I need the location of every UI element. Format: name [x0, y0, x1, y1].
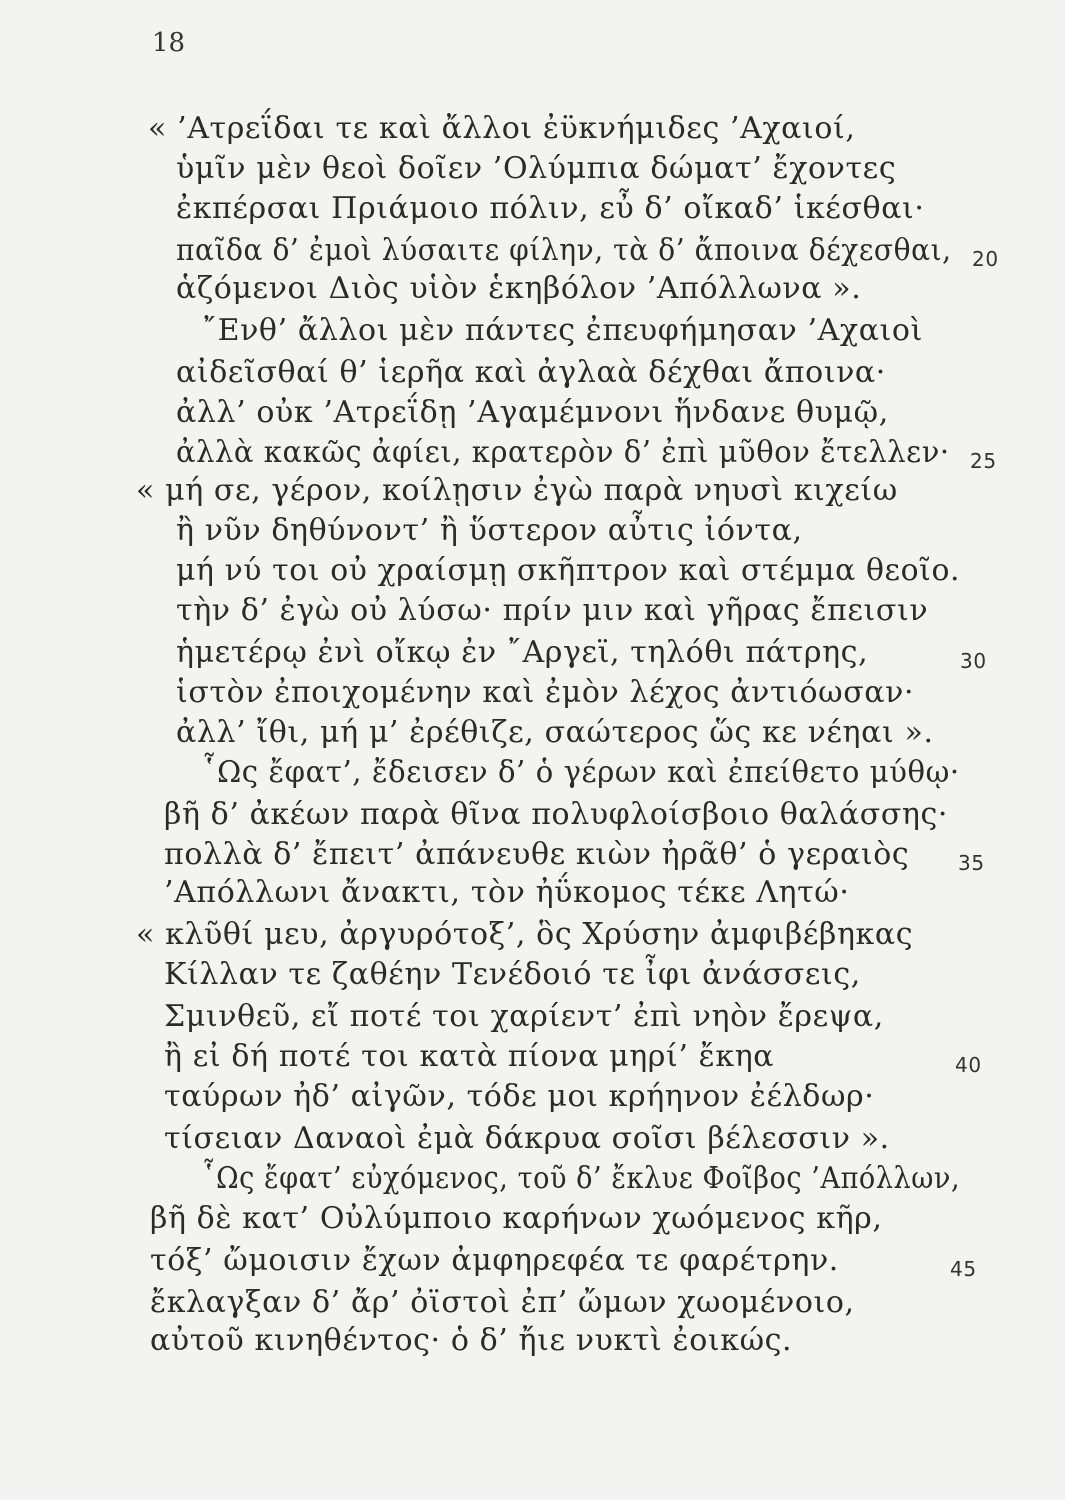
verse-text: ἔκλαγξαν δ’ ἄρ’ ὀϊστοὶ ἐπ’ ὤμων χωομένοιο, [150, 1285, 855, 1320]
verse-text: ταύρων ἠδ’ αἰγῶν, τόδε μοι κρήηνον ἐέλδωρ· [164, 1079, 875, 1114]
verse-text: ῟Ως ἔφατ’ εὐχόμενος, τοῦ δ’ ἔκλυε Φοῖβος ’Απόλλων, [202, 1161, 961, 1196]
verse-text: ἀλλ’ ἴθι, μή μ’ ἐρέθιζε, σαώτερος ὥς κε νέηαι ». [176, 715, 934, 750]
verse-text: ἀλλὰ κακῶς ἀφίει, κρατερὸν δ’ ἐπὶ μῦθον ἔτελλεν· [176, 435, 950, 470]
verse-text: ἀλλ’ οὐκ ’Ατρεΐδῃ ’Αγαμέμνονι ἥνδανε θυμῷ, [176, 395, 889, 430]
verse-text: Σμινθεῦ, εἴ ποτέ τοι χαρίεντ’ ἐπὶ νηὸν ἔρεψα, [164, 999, 884, 1034]
verse-number: 20 [972, 247, 999, 271]
verse-text: παῖδα δ’ ἐμοὶ λύσαιτε φίλην, τὰ δ’ ἄποινα δέχεσθαι, [176, 233, 952, 268]
page-number: 18 [152, 28, 186, 58]
verse-number: 35 [958, 851, 985, 875]
verse-text: ῟Ως ἔφατ’, ἔδεισεν δ’ ὁ γέρων καὶ ἐπείθετο μύθῳ· [202, 755, 960, 790]
verse-text: ’Απόλλωνι ἄνακτι, τὸν ἠΰκομος τέκε Λητώ· [164, 875, 850, 910]
verse-number: 25 [970, 449, 997, 473]
verse-text: αἰδεῖσθαί θ’ ἱερῆα καὶ ἀγλαὰ δέχθαι ἄποινα· [176, 355, 886, 390]
verse-text: πολλὰ δ’ ἔπειτ’ ἀπάνευθε κιὼν ἠρᾶθ’ ὁ γεραιὸς [164, 837, 910, 872]
verse-text: τόξ’ ὤμοισιν ἔχων ἀμφηρεφέα τε φαρέτρην. [150, 1243, 839, 1278]
verse-text: τίσειαν Δαναοὶ ἐμὰ δάκρυα σοῖσι βέλεσσιν ». [164, 1121, 890, 1156]
verse-text: ῎Ενθ’ ἄλλοι μὲν πάντες ἐπευφήμησαν ’Αχαιοὶ [202, 313, 923, 348]
verse-text: βῆ δὲ κατ’ Οὐλύμποιο καρήνων χωόμενος κῆρ, [150, 1201, 883, 1236]
verse-text: ἁζόμενοι Διὸς υἱὸν ἑκηβόλον ’Απόλλωνα ». [176, 271, 862, 306]
verse-text: ἐκπέρσαι Πριάμοιο πόλιν, εὖ δ’ οἴκαδ’ ἱκέσθαι· [176, 191, 925, 226]
verse-text: ἡμετέρῳ ἐνὶ οἴκῳ ἐν ῎Αργεϊ, τηλόθι πάτρης, [176, 635, 869, 670]
verse-text: μή νύ τοι οὐ χραίσμῃ σκῆπτρον καὶ στέμμα θεοῖο. [176, 553, 961, 588]
verse-text: « μή σε, γέρον, κοίλῃσιν ἐγὼ παρὰ νηυσὶ κιχείω [136, 473, 898, 508]
verse-number: 30 [960, 649, 987, 673]
verse-text: βῆ δ’ ἀκέων παρὰ θῖνα πολυφλοίσβοιο θαλάσσης· [164, 797, 949, 832]
verse-text: ἱστὸν ἐποιχομένην καὶ ἐμὸν λέχος ἀντιόωσαν· [176, 675, 915, 710]
verse-text: Κίλλαν τε ζαθέην Τενέδοιό τε ἶφι ἀνάσσεις, [164, 957, 861, 992]
verse-text: ὑμῖν μὲν θεοὶ δοῖεν ’Ολύμπια δώματ’ ἔχοντες [176, 151, 897, 186]
verse-text: ἢ νῦν δηθύνοντ’ ἢ ὕστερον αὖτις ἰόντα, [176, 513, 803, 548]
verse-number: 45 [950, 1257, 977, 1281]
verse-number: 40 [955, 1053, 982, 1077]
verse-text: αὐτοῦ κινηθέντος· ὁ δ’ ἤιε νυκτὶ ἐοικώς. [150, 1323, 793, 1358]
verse-text: ἢ εἰ δή ποτέ τοι κατὰ πίονα μηρί’ ἔκηα [164, 1039, 775, 1074]
verse-text: « ’Ατρεΐδαι τε καὶ ἄλλοι ἐϋκνήμιδες ’Αχαιοί, [148, 111, 856, 146]
verse-text: « κλῦθί μευ, ἀργυρότοξ’, ὃς Χρύσην ἀμφιβέβηκας [136, 917, 914, 952]
verse-text: τὴν δ’ ἐγὼ οὐ λύσω· πρίν μιν καὶ γῆρας ἔπεισιν [176, 593, 929, 628]
